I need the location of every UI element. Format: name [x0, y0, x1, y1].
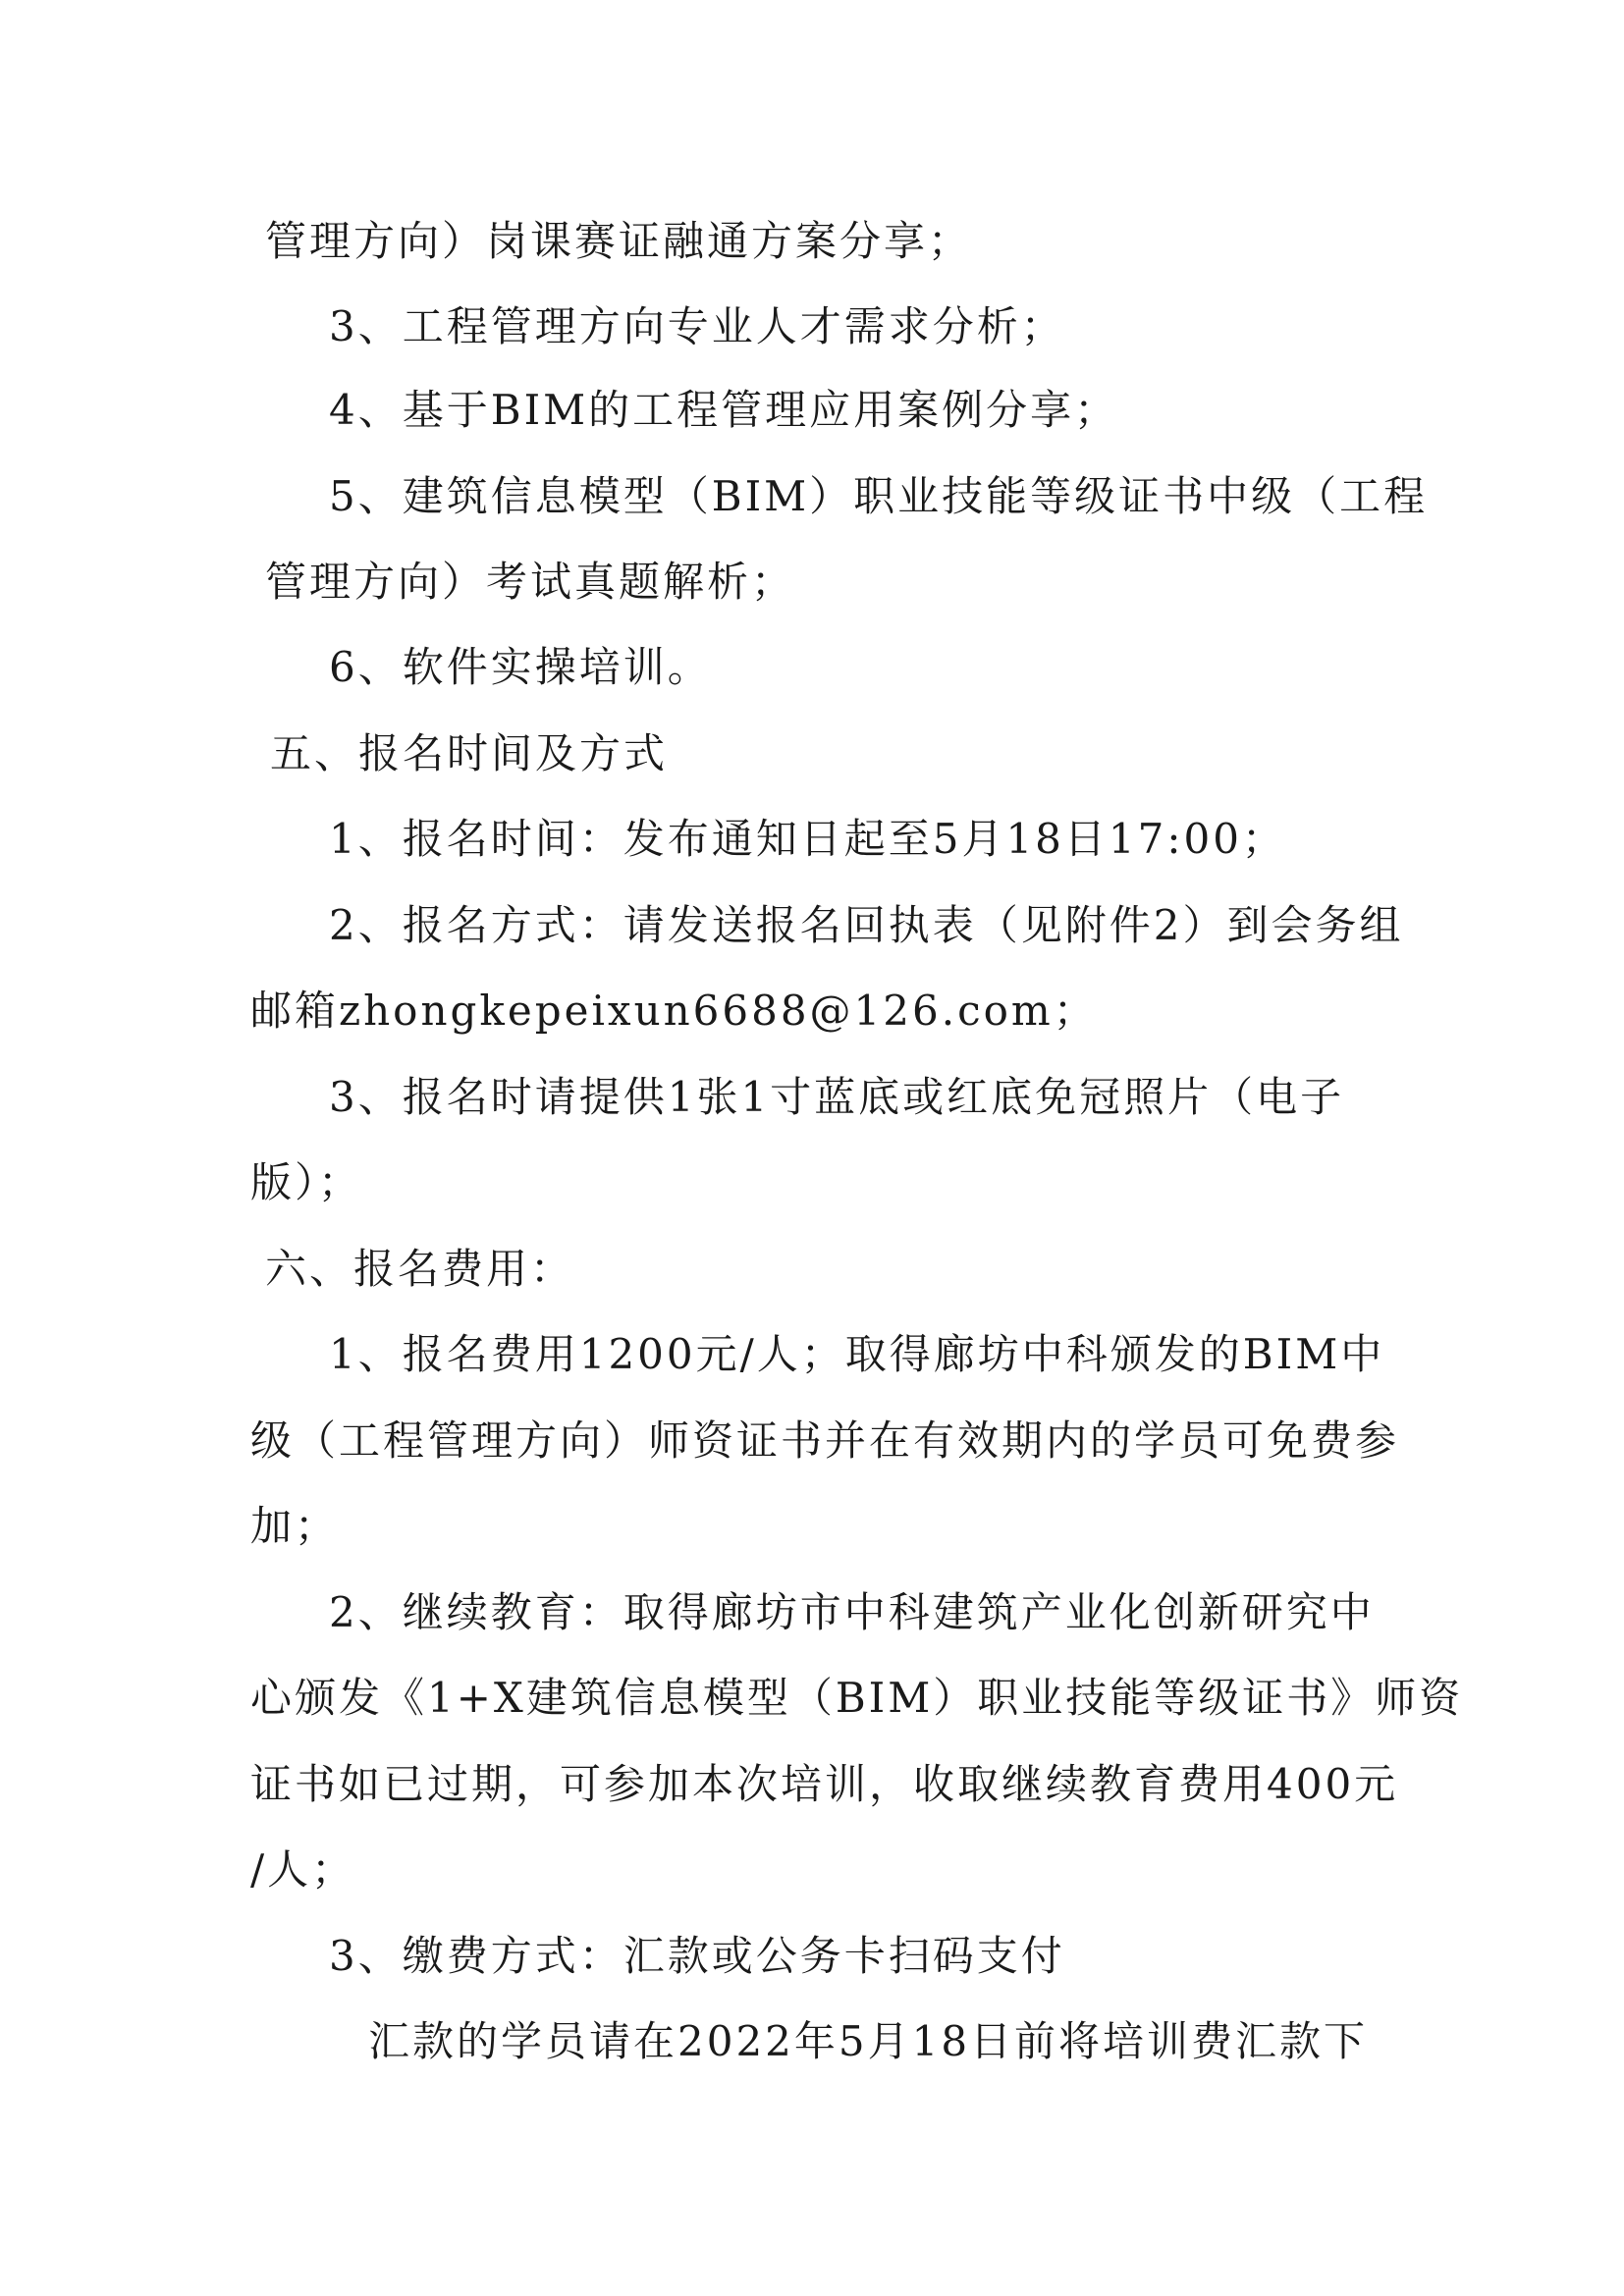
text-line: 2、继续教育：取得廊坊市中科建筑产业化创新研究中: [329, 1588, 1375, 1636]
text-line: 心颁发《1+X建筑信息模型（BIM）职业技能等级证书》师资: [250, 1674, 1464, 1722]
text-line: 管理方向）岗课赛证融通方案分享；: [265, 217, 973, 265]
text-line: 3、缴费方式：汇款或公务卡扫码支付: [329, 1932, 1065, 1980]
text-line: 级（工程管理方向）师资证书并在有效期内的学员可免费参: [250, 1416, 1400, 1465]
text-line: 汇款的学员请在2022年5月18日前将培训费汇款下: [368, 2017, 1369, 2065]
text-line: 5、建筑信息模型（BIM）职业技能等级证书中级（工程: [329, 472, 1429, 520]
text-line: 4、基于BIM的工程管理应用案例分享；: [329, 386, 1119, 434]
text-line: 3、报名时请提供1张1寸蓝底或红底免冠照片（电子: [329, 1073, 1345, 1121]
text-line: 2、报名方式：请发送报名回执表（见附件2）到会务组: [329, 901, 1404, 949]
text-line: 证书如已过期，可参加本次培训，收取继续教育费用400元: [250, 1760, 1399, 1808]
text-line: 版）；: [250, 1158, 363, 1206]
text-line: 加；: [250, 1502, 340, 1550]
text-line: /人；: [250, 1845, 356, 1894]
text-line: 6、软件实操培训。: [329, 643, 712, 691]
text-line: 3、工程管理方向专业人才需求分析；: [329, 302, 1065, 350]
text-line: 1、报名费用1200元/人；取得廊坊中科颁发的BIM中: [329, 1330, 1385, 1378]
section-heading: 五、报名时间及方式: [270, 729, 669, 777]
text-line: 管理方向）考试真题解析；: [265, 558, 796, 606]
text-line: 邮箱zhongkepeixun6688@126.com；: [250, 987, 1098, 1035]
section-heading: 六、报名费用：: [265, 1245, 575, 1293]
text-line: 1、报名时间：发布通知日起至5月18日17:00；: [329, 815, 1286, 863]
